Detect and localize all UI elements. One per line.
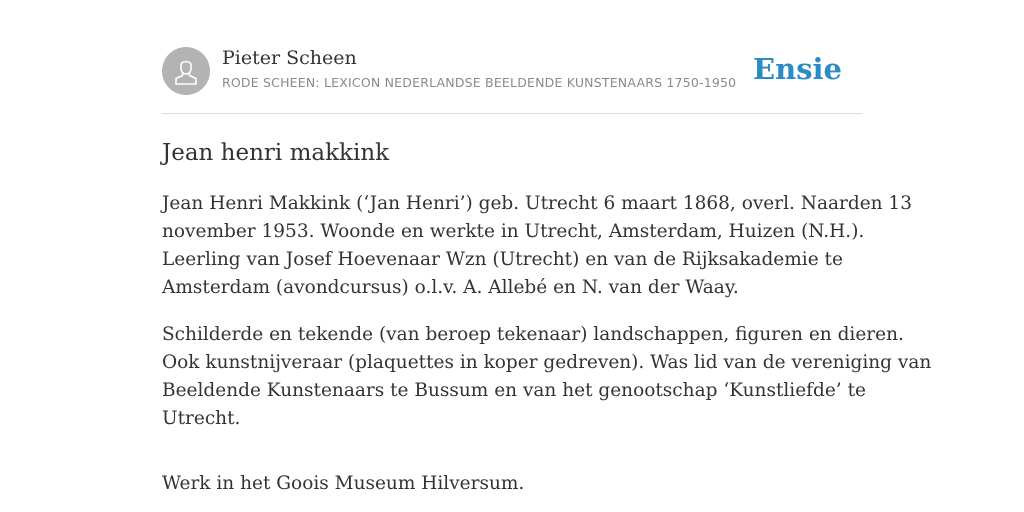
ensie-logo[interactable]: Ensie — [753, 52, 842, 86]
paragraph-line: november 1953. Woonde en werkte in Utrecht, Amsterdam, Huizen (N.H.). — [162, 221, 865, 242]
paragraph-line: Jean Henri Makkink (‘Jan Henri’) geb. Utrecht 6 maart 1868, overl. Naarden 13 — [162, 193, 912, 214]
avatar[interactable] — [162, 47, 210, 95]
paragraph — [162, 190, 912, 302]
source-title[interactable]: RODE SCHEEN: LEXICON NEDERLANDSE BEELDENDE KUNSTENAARS 1750-1950 — [222, 75, 737, 90]
paragraph-line: Utrecht. — [162, 408, 241, 429]
article-body — [162, 190, 932, 512]
paragraph-line: Werk in het Goois Museum Hilversum. — [162, 473, 525, 494]
paragraph-line: Ook kunstnijveraar (plaquettes in koper gedreven). Was lid van de vereniging van — [162, 352, 932, 373]
paragraph — [162, 321, 932, 433]
article-title: Jean henri makkink — [162, 140, 390, 166]
paragraph-line: Schilderde en tekende (van beroep tekenaar) landschappen, figuren en dieren. — [162, 324, 904, 345]
header-divider — [162, 113, 862, 114]
article-header — [162, 46, 862, 96]
paragraph — [162, 470, 868, 498]
paragraph-line: Amsterdam (avondcursus) o.l.v. A. Allebé en N. van der Waay. — [162, 277, 739, 298]
author-name[interactable]: Pieter Scheen — [222, 47, 357, 69]
paragraph-line: Beeldende Kunstenaars te Bussum en van het genootschap ‘Kunstliefde’ te — [162, 380, 866, 401]
paragraph-line: Leerling van Josef Hoevenaar Wzn (Utrecht) en van de Rijksakademie te — [162, 249, 843, 270]
